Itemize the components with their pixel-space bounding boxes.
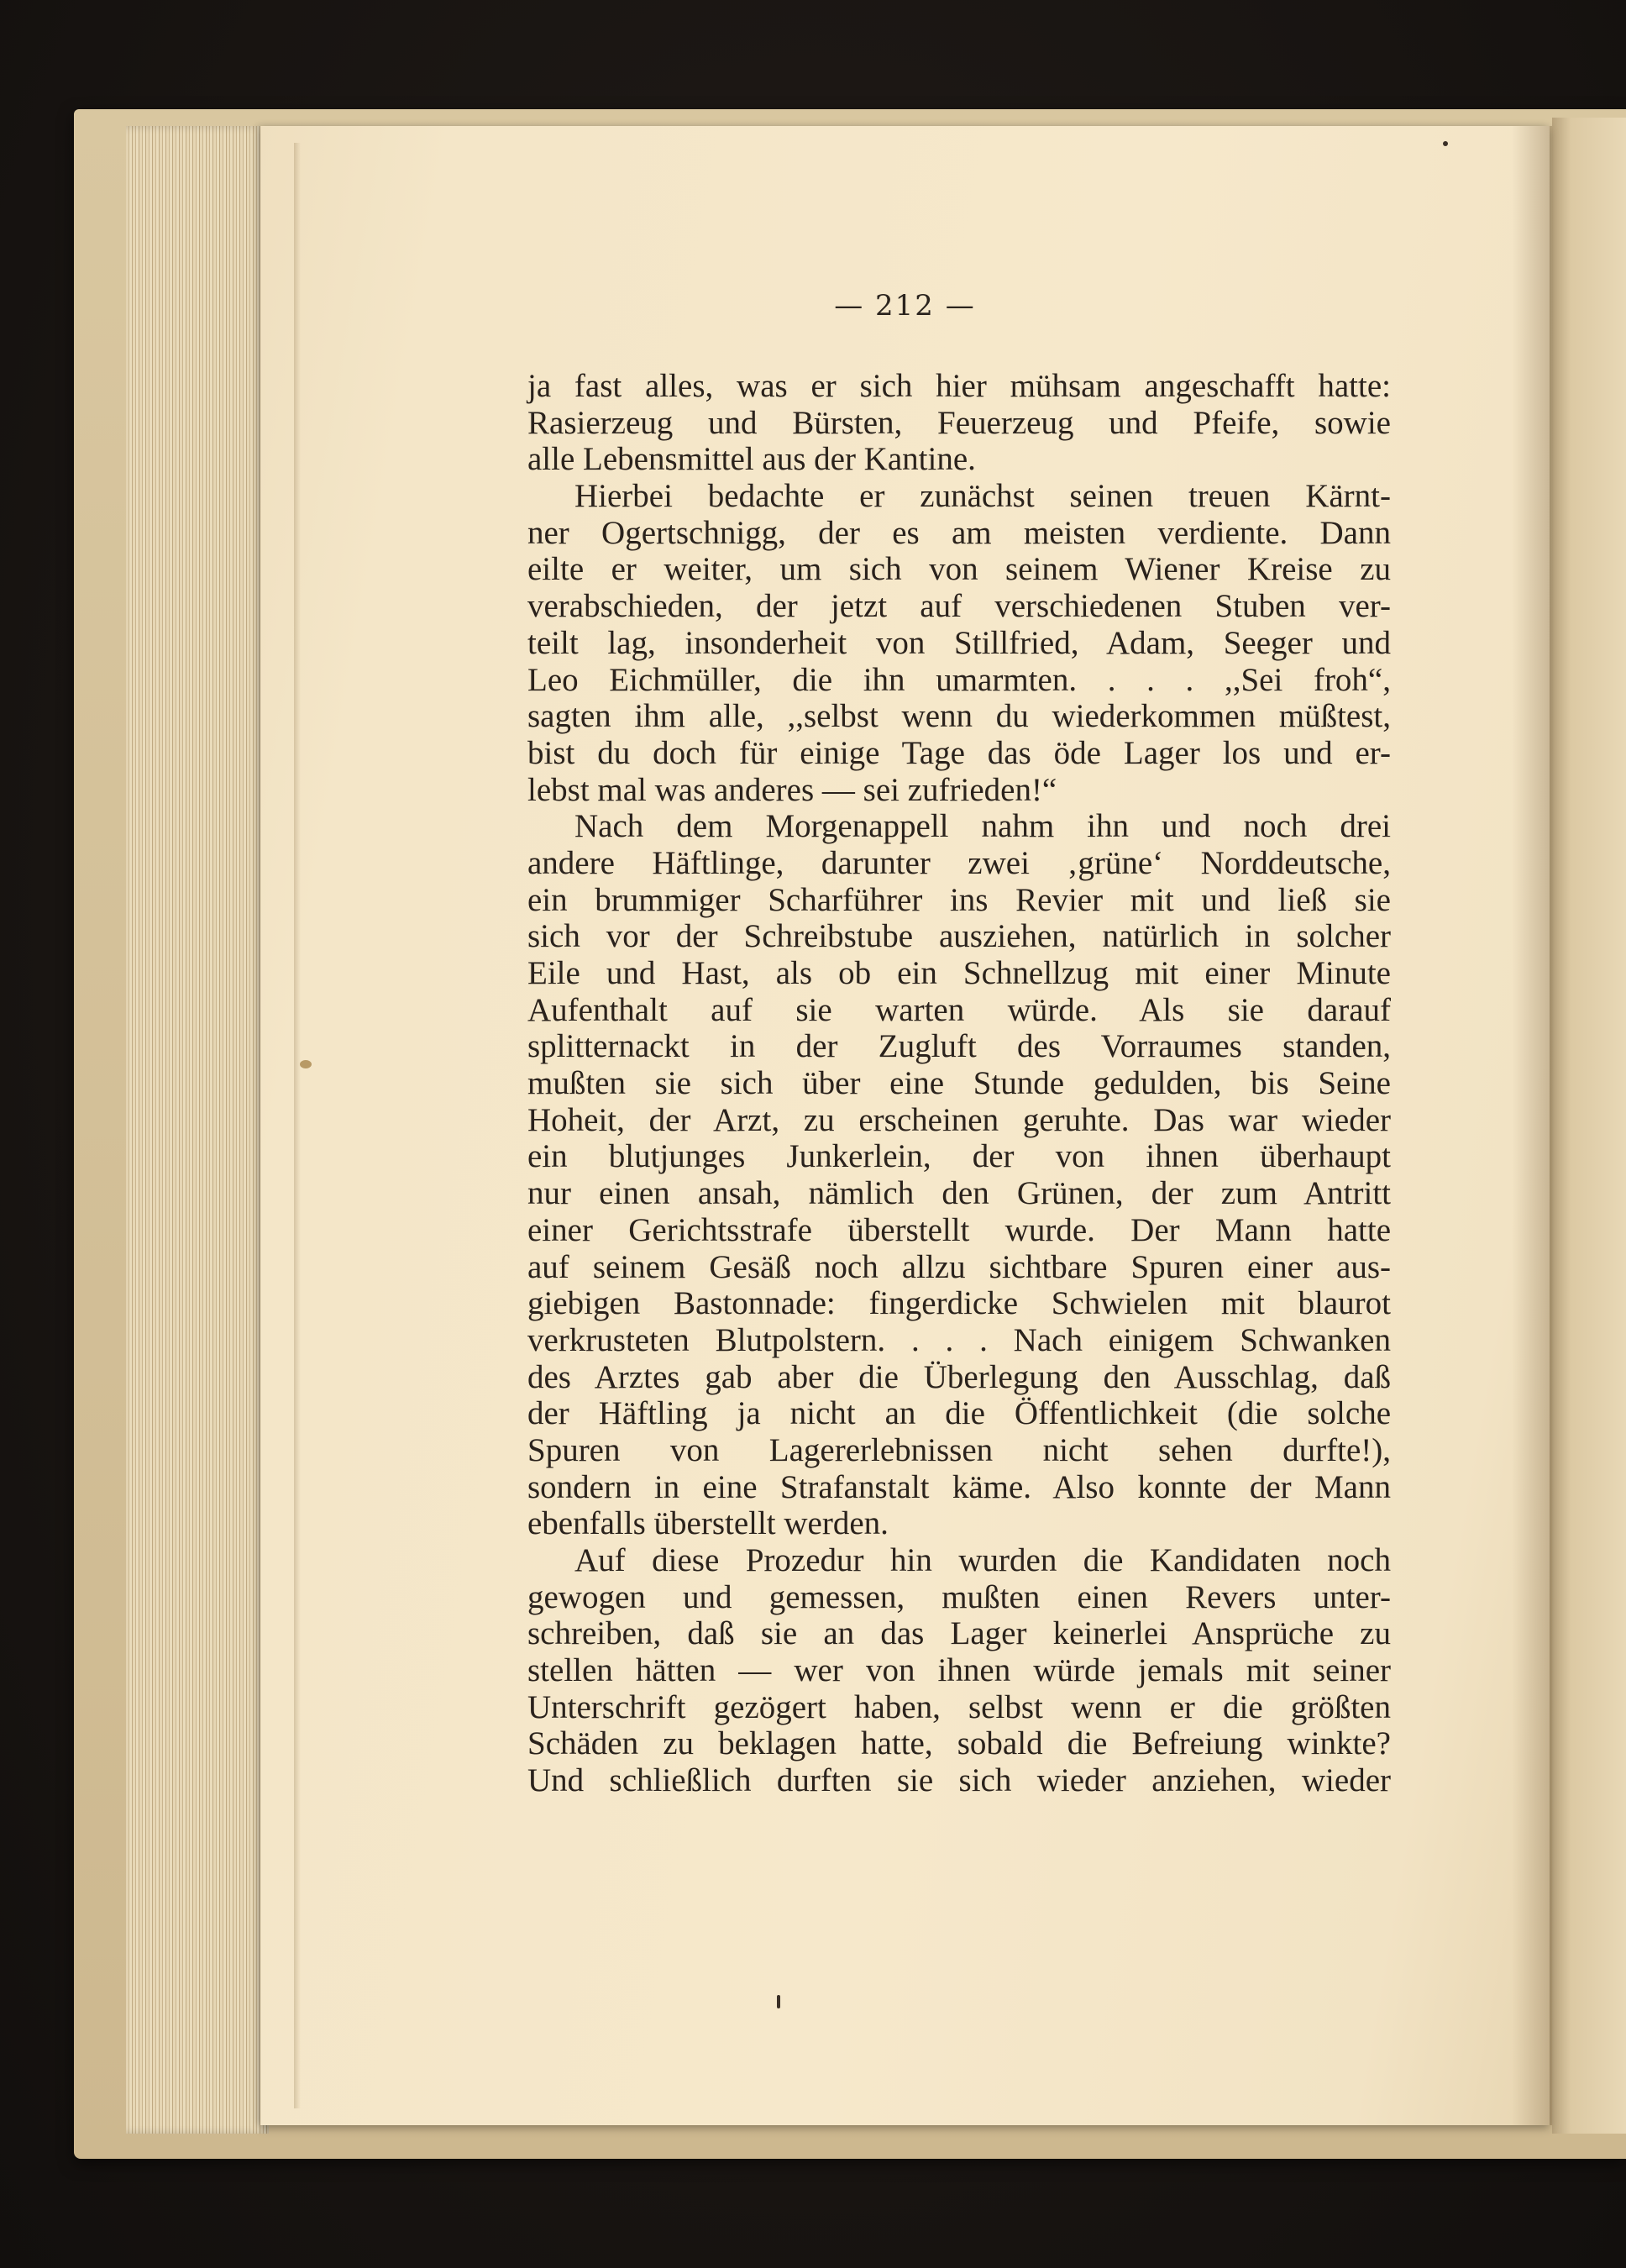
paper-speck <box>1443 141 1448 146</box>
text-line: Schäden zu beklagen hatte, sobald die Befreiung winkte? <box>527 1725 1391 1762</box>
text-line: ja fast alles, was er sich hier mühsam angeschafft hatte: <box>527 368 1391 404</box>
text-line: splitternackt in der Zugluft des Vorraumes standen, <box>527 1028 1391 1065</box>
text-line: Nach dem Morgenappell nahm ihn und noch drei <box>574 808 1391 845</box>
text-line: einer Gerichtsstrafe überstellt wurde. Der Mann hatte <box>527 1211 1391 1248</box>
text-line: ein brummiger Scharführer ins Revier mit und ließ sie <box>527 881 1391 918</box>
text-line: Rasierzeug und Bürsten, Feuerzeug und Pfeife, sowie <box>527 404 1391 441</box>
text-line: Hierbei bedachte er zunächst seinen treuen Kärnt- <box>574 478 1391 515</box>
text-line: teilt lag, insonderheit von Stillfried, Adam, Seeger und <box>527 624 1391 661</box>
text-line: giebigen Bastonnade: fingerdicke Schwielen mit blaurot <box>527 1285 1391 1322</box>
text-line: sagten ihm alle, ,,selbst wenn du wiederkommen müßtest, <box>527 698 1391 735</box>
text-line: lebst mal was anderes — sei zufrieden!“ <box>527 771 1057 808</box>
page-edges <box>126 126 269 2134</box>
text-line: Und schließlich durften sie sich wieder anziehen, wieder <box>527 1762 1391 1799</box>
text-line: bist du doch für einige Tage das öde Lager los und er- <box>527 734 1391 771</box>
text-line: nur einen ansah, nämlich den Grünen, der zum Antritt <box>527 1175 1391 1212</box>
text-line: Leo Eichmüller, die ihn umarmten. . . . ,,Sei froh“, <box>527 661 1391 698</box>
text-line: eilte er weiter, um sich von seinem Wiener Kreise zu <box>527 551 1391 588</box>
text-line: Eile und Hast, als ob ein Schnellzug mit einer Minute <box>527 955 1391 991</box>
text-line: alle Lebensmittel aus der Kantine. <box>527 441 976 478</box>
text-line: stellen hätten — wer von ihnen würde jemals mit seiner <box>527 1652 1391 1689</box>
text-line: andere Häftlinge, darunter zwei ‚grüne‘ Norddeutsche, <box>527 844 1391 881</box>
page-inner-edge <box>294 143 301 2108</box>
text-line: gewogen und gemessen, mußten einen Revers unter- <box>527 1578 1391 1615</box>
paper-speck <box>300 1060 312 1068</box>
text-line: sondern in eine Strafanstalt käme. Also konnte der Mann <box>527 1468 1391 1505</box>
paper-speck <box>777 1995 780 2008</box>
text-line: ein blutjunges Junkerlein, der von ihnen überhaupt <box>527 1138 1391 1175</box>
text-line: schreiben, daß sie an das Lager keinerlei Ansprüche zu <box>527 1615 1391 1652</box>
text-line: verkrusteten Blutpolstern. . . . Nach einigem Schwanken <box>527 1321 1391 1358</box>
text-line: mußten sie sich über eine Stunde gedulden, bis Seine <box>527 1065 1391 1102</box>
text-line: Spuren von Lagererlebnissen nicht sehen durfte!), <box>527 1431 1391 1468</box>
text-line: Unterschrift gezögert haben, selbst wenn er die größten <box>527 1688 1391 1725</box>
text-line: Hoheit, der Arzt, zu erscheinen geruhte. Das war wieder <box>527 1101 1391 1138</box>
text-line: Auf diese Prozedur hin wurden die Kandidaten noch <box>574 1542 1391 1578</box>
text-line: des Arztes gab aber die Überlegung den Ausschlag, daß <box>527 1358 1391 1395</box>
facing-page <box>1552 118 1626 2134</box>
text-line: ner Ogertschnigg, der es am meisten verdiente. Dann <box>527 514 1391 551</box>
text-line: der Häftling ja nicht an die Öffentlichkeit (die solche <box>527 1395 1391 1432</box>
gutter-shadow <box>1512 126 1552 2125</box>
body-text <box>527 368 1391 1799</box>
text-line: verabschieden, der jetzt auf verschiedenen Stuben ver- <box>527 588 1391 625</box>
text-line: Aufenthalt auf sie warten würde. Als sie darauf <box>527 991 1391 1028</box>
page-number: — 212 — <box>834 289 976 323</box>
text-line: sich vor der Schreibstube ausziehen, natürlich in solcher <box>527 918 1391 955</box>
text-line: auf seinem Gesäß noch allzu sichtbare Spuren einer aus- <box>527 1248 1391 1285</box>
text-line: ebenfalls überstellt werden. <box>527 1505 889 1542</box>
